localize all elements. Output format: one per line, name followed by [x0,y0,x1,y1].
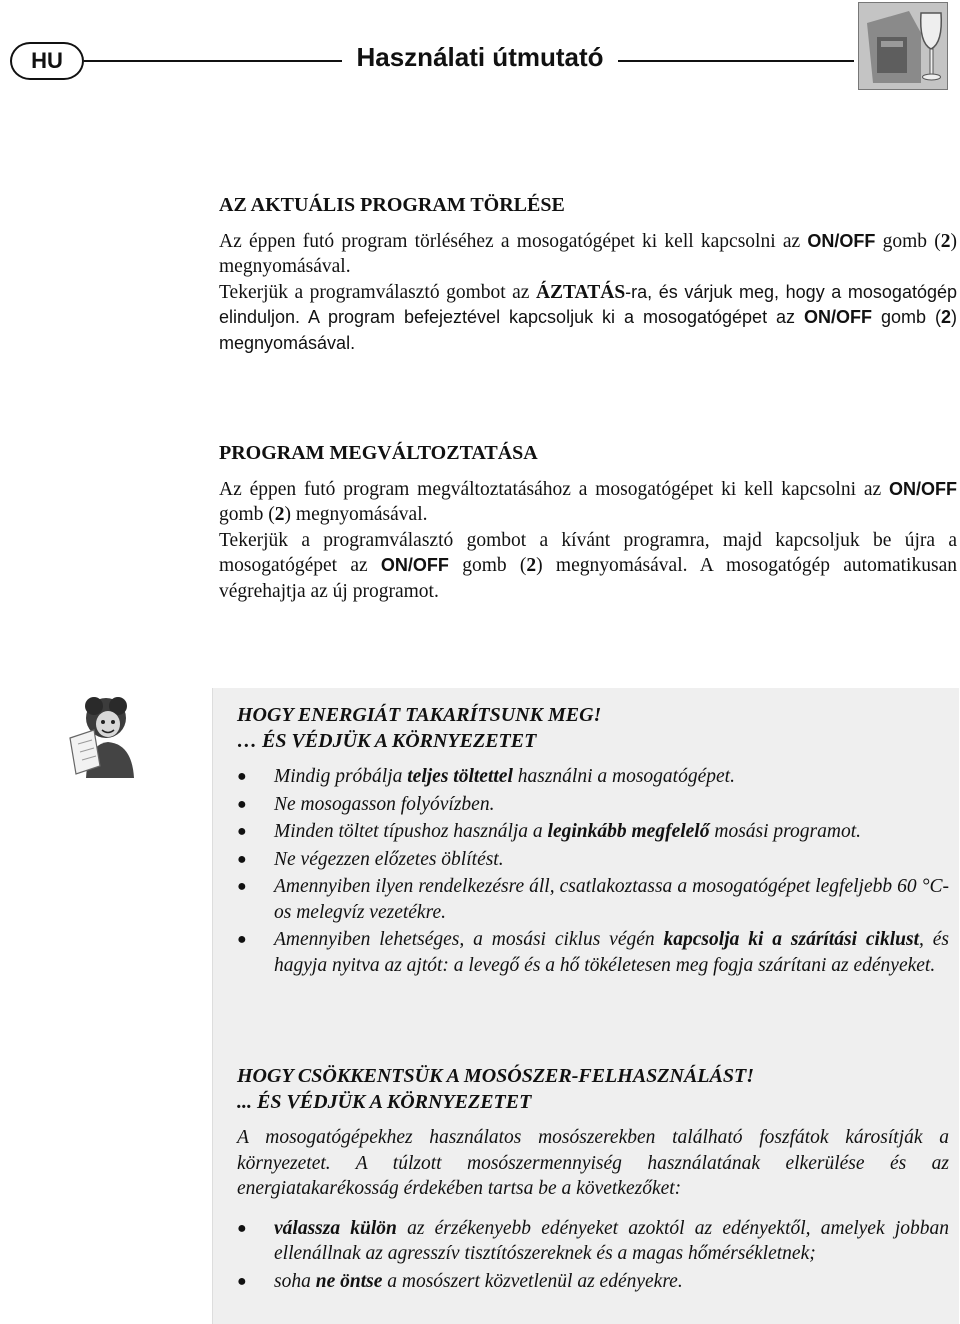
text: Tekerjük a programválasztó gombot a kívánt programra, majd kapcsoljuk be újra a mosogatógépet az [219,529,957,576]
onoff-label: ON/OFF [380,555,449,575]
bullet-icon: ● [237,931,247,948]
text: Az éppen futó program megváltoztatásához a mosogatógépet ki kell kapcsolni az [219,478,889,500]
text: Amennyiben ilyen rendelkezésre áll, csatlakoztassa a mosogatógépet legfeljebb 60 °C-os melegvíz vezetékre. [274,876,949,923]
list-item [237,819,949,845]
list-item [237,792,949,818]
text: Amennyiben lehetséges, a mosási ciklus végén [274,929,664,950]
text: az érzékenyebb edényeket azoktól az edényektől, amelyek jobban ellenállnak az agresszív tisztítószereknek és a magas hőmérsékletnek; [274,1217,949,1264]
soak-label: ÁZTATÁS [535,281,626,303]
section-heading: AZ AKTUÁLIS PROGRAM TÖRLÉSE [219,194,565,216]
box-subheading: ... ÉS VÉDJÜK A KÖRNYEZETET [237,1090,532,1113]
text: soha [274,1270,316,1292]
text: , és hagyja nyitva az ajtót: a levegő és a hő tökéletesen meg fogja szárítani az edényeket. [274,929,949,976]
energy-tips [237,703,949,980]
paragraph [219,280,957,357]
language-badge: HU [10,42,84,80]
list-item [237,927,949,978]
dishwasher-logo-image [858,2,948,90]
bullet-icon: ● [237,1219,247,1237]
list-item [237,1216,949,1267]
onoff-label: ON/OFF [804,307,873,327]
section-heading: PROGRAM MEGVÁLTOZTATÁSA [219,442,538,464]
bullet-icon: ● [237,768,247,785]
text: használni a mosogatógépet. [512,766,735,787]
paragraph [219,528,957,605]
paragraph [219,477,957,528]
intro-paragraph: A mosogatógépekhez használatos mosószerekben található foszfátok károsítják a környezetet. A túlzott mosószermennyiség használatának elkerülése és az energiatakarékosság érdekében tartsa be a következőket: [237,1127,949,1199]
text: gomb ( [448,555,527,576]
emphasis: kapcsolja ki a szárítási ciklust [663,929,919,950]
emphasis: válassza külön [274,1217,397,1239]
list-item [237,1269,949,1295]
text: mosási programot. [709,821,861,842]
bullet-icon: ● [237,823,247,840]
text: Az éppen futó program törléséhez a mosogatógépet ki kell kapcsolni az [219,230,808,252]
list-item [237,764,949,790]
bullet-icon: ● [237,850,247,868]
button-number: 2 [940,307,951,327]
button-number: 2 [940,230,951,252]
emphasis: teljes töltettel [407,766,513,787]
text: Ne végezzen előzetes öblítést. [274,848,504,870]
box-heading: HOGY ENERGIÁT TAKARÍTSUNK MEG! [237,704,602,726]
energy-tips-list [237,764,949,978]
mascot-illustration [66,692,148,780]
text: a mosószert közvetlenül az edényekre. [382,1270,683,1292]
list-item [237,874,949,925]
text: Tekerjük a programválasztó gombot az [219,281,536,303]
button-number: 2 [274,504,285,525]
text: ) megnyomásával. A mosogatógép automatikusan végrehajtja az új programot. [219,555,957,602]
detergent-tips [237,1064,949,1296]
section-cancel-program [219,193,957,356]
text: Minden töltet típushoz használja a [274,821,548,842]
text: gomb ( [219,504,275,525]
text: Mindig próbálja [274,766,408,787]
dishwasher-glass-icon [859,3,947,89]
bullet-icon: ● [237,795,247,813]
text: -ra, és várjuk meg, hogy a mosogatógép elinduljon. A program befejeztével kapcsoljuk ki a mosogatógépet az [219,281,957,327]
onoff-label: ON/OFF [807,230,876,251]
button-number: 2 [526,555,537,576]
bullet-icon: ● [237,1272,247,1290]
box-heading: HOGY CSÖKKENTSÜK A MOSÓSZER-FELHASZNÁLÁST! [237,1065,754,1087]
bullet-icon: ● [237,878,247,895]
mascot-figure-icon [66,692,148,780]
page-title: Használati útmutató [342,42,617,72]
text: Ne mosogasson folyóvízben. [274,793,495,815]
detergent-tips-list [237,1216,949,1295]
text: ) megnyomásával. [284,504,428,525]
text: ) megnyomásával. [219,230,957,277]
paragraph [219,229,957,280]
text: ) megnyomásával. [219,307,957,353]
section-change-program [219,441,957,604]
list-item [237,847,949,873]
emphasis: ne öntse [315,1270,383,1292]
text: gomb ( [875,230,941,252]
text: gomb ( [872,307,941,327]
onoff-label: ON/OFF [889,478,957,499]
emphasis: leginkább megfelelő [547,821,710,842]
box-subheading: … ÉS VÉDJÜK A KÖRNYEZETET [237,729,537,752]
